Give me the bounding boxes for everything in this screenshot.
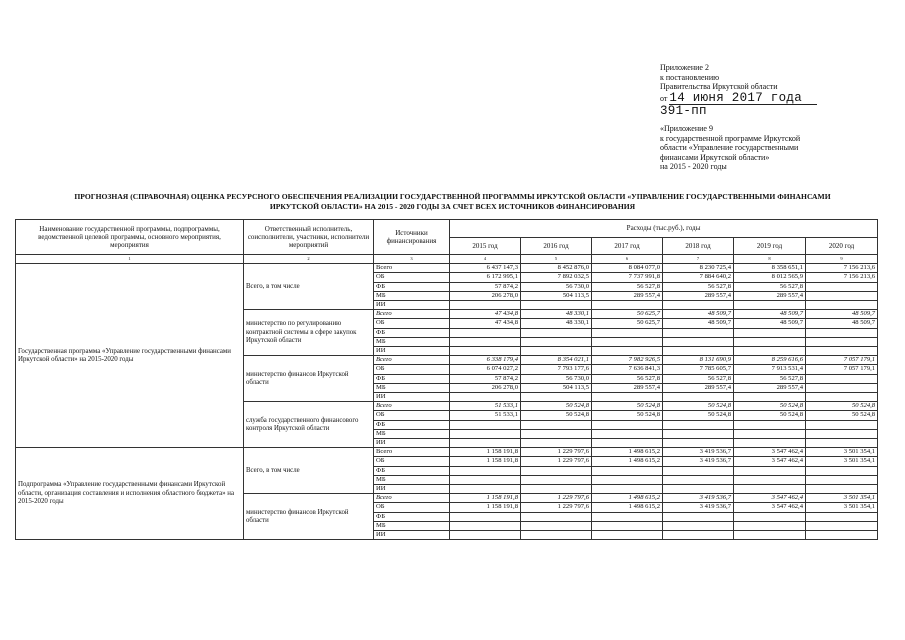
column-index-row	[16, 255, 878, 264]
column-index: 1	[16, 255, 244, 264]
source-cell: ФБ	[374, 374, 450, 383]
source-cell: Всего	[374, 310, 450, 319]
amount-cell: 1 158 191,8	[450, 457, 521, 466]
amount-cell: 3 547 462,4	[734, 457, 806, 466]
amount-cell: 7 982 926,5	[592, 356, 663, 365]
amount-cell	[663, 512, 734, 521]
amount-cell: 7 793 177,6	[521, 365, 592, 374]
amount-cell	[806, 301, 878, 310]
source-cell: ОБ	[374, 273, 450, 282]
source-cell: ОБ	[374, 457, 450, 466]
amount-cell	[734, 393, 806, 402]
amount-cell: 1 229 797,6	[521, 494, 592, 503]
amount-cell	[806, 512, 878, 521]
amount-cell: 48 330,1	[521, 310, 592, 319]
amount-cell	[592, 531, 663, 540]
amount-cell: 8 358 651,1	[734, 264, 806, 273]
government-label: Правительства Иркутской области	[660, 82, 778, 91]
source-cell: МБ	[374, 337, 450, 346]
amount-cell	[734, 512, 806, 521]
amount-cell	[806, 429, 878, 438]
amount-cell	[806, 393, 878, 402]
amount-cell	[663, 347, 734, 356]
amount-cell	[450, 393, 521, 402]
amount-cell: 47 434,8	[450, 310, 521, 319]
amount-cell: 56 527,8	[592, 374, 663, 383]
amount-cell: 3 419 536,7	[663, 503, 734, 512]
amount-cell	[521, 337, 592, 346]
resolution-number: 391-пп	[660, 103, 707, 118]
source-cell: Всего	[374, 448, 450, 457]
column-index: 6	[592, 255, 663, 264]
amount-cell	[592, 466, 663, 475]
year-header: 2015 год	[450, 237, 521, 255]
amount-cell	[663, 466, 734, 475]
amount-cell	[663, 301, 734, 310]
col-header-source: Источники финансирования	[374, 220, 450, 255]
source-cell: ФБ	[374, 420, 450, 429]
amount-cell: 1 229 797,6	[521, 448, 592, 457]
amount-cell: 50 524,8	[663, 411, 734, 420]
financing-table	[15, 219, 878, 540]
amount-cell	[450, 521, 521, 530]
amount-cell: 1 229 797,6	[521, 457, 592, 466]
amount-cell: 50 625,7	[592, 310, 663, 319]
amount-cell	[521, 393, 592, 402]
amount-cell: 48 509,7	[663, 319, 734, 328]
source-cell: МБ	[374, 521, 450, 530]
executor-cell: министерство по регулированию контрактной системы в сфере закупок Иркутской области	[244, 310, 374, 356]
amount-cell: 7 636 841,3	[592, 365, 663, 374]
amount-cell	[663, 475, 734, 484]
amount-cell: 6 437 147,3	[450, 264, 521, 273]
table-row	[16, 264, 878, 273]
amount-cell	[592, 512, 663, 521]
amount-cell	[450, 475, 521, 484]
amount-cell: 3 419 536,7	[663, 494, 734, 503]
source-cell: ИИ	[374, 393, 450, 402]
amount-cell	[521, 328, 592, 337]
amount-cell: 3 501 354,1	[806, 457, 878, 466]
column-index: 4	[450, 255, 521, 264]
amount-cell	[663, 328, 734, 337]
amount-cell	[734, 466, 806, 475]
amount-cell	[806, 374, 878, 383]
amount-cell: 51 533,1	[450, 402, 521, 411]
year-header: 2019 год	[734, 237, 806, 255]
program-name-cell: Подпрограмма «Управление государственными финансами Иркутской области, организация составления и исполнения областного бюджета» на 2015-2020 годы	[16, 448, 244, 540]
amount-cell: 1 158 191,8	[450, 503, 521, 512]
amount-cell	[806, 347, 878, 356]
amount-cell	[521, 466, 592, 475]
source-cell: МБ	[374, 291, 450, 300]
amount-cell: 56 730,0	[521, 374, 592, 383]
amount-cell: 3 501 354,1	[806, 503, 878, 512]
amount-cell	[592, 439, 663, 448]
amount-cell: 48 509,7	[734, 319, 806, 328]
amount-cell	[450, 531, 521, 540]
amount-cell	[592, 337, 663, 346]
amount-cell	[806, 521, 878, 530]
amount-cell: 289 557,4	[663, 291, 734, 300]
amount-cell: 50 625,7	[592, 319, 663, 328]
amount-cell: 7 057 179,1	[806, 356, 878, 365]
amount-cell	[450, 328, 521, 337]
amount-cell	[806, 420, 878, 429]
amount-cell	[521, 521, 592, 530]
amount-cell: 56 730,0	[521, 282, 592, 291]
amount-cell	[592, 485, 663, 494]
amount-cell: 3 501 354,1	[806, 494, 878, 503]
source-cell: ФБ	[374, 512, 450, 521]
amount-cell: 206 278,0	[450, 383, 521, 392]
source-cell: Всего	[374, 494, 450, 503]
amount-cell	[521, 429, 592, 438]
appendix-label: Приложение 2	[660, 63, 709, 72]
amount-cell: 7 892 032,5	[521, 273, 592, 282]
amount-cell	[450, 337, 521, 346]
amount-cell: 7 884 640,2	[663, 273, 734, 282]
amount-cell: 3 547 462,4	[734, 494, 806, 503]
appendix-line-1: «Приложение 9	[660, 124, 713, 133]
source-cell: ФБ	[374, 282, 450, 291]
amount-cell	[734, 328, 806, 337]
amount-cell: 50 524,8	[806, 411, 878, 420]
amount-cell: 206 278,0	[450, 291, 521, 300]
source-cell: ИИ	[374, 347, 450, 356]
amount-cell: 3 501 354,1	[806, 448, 878, 457]
amount-cell	[592, 420, 663, 429]
amount-cell	[450, 466, 521, 475]
amount-cell: 1 498 615,2	[592, 448, 663, 457]
amount-cell	[663, 439, 734, 448]
amount-cell: 3 547 462,4	[734, 448, 806, 457]
from-prefix: от	[660, 93, 668, 103]
resolution-header	[660, 63, 860, 117]
amount-cell	[521, 347, 592, 356]
amount-cell	[806, 291, 878, 300]
program-name-cell: Государственная программа «Управление государственными финансами Иркутской области» на 2015-2020 годы	[16, 264, 244, 448]
source-cell: ОБ	[374, 503, 450, 512]
amount-cell: 289 557,4	[592, 383, 663, 392]
amount-cell: 289 557,4	[592, 291, 663, 300]
amount-cell	[734, 475, 806, 484]
amount-cell: 8 131 690,9	[663, 356, 734, 365]
amount-cell	[521, 512, 592, 521]
executor-cell: министерство финансов Иркутской области	[244, 494, 374, 540]
amount-cell	[450, 485, 521, 494]
source-cell: Всего	[374, 356, 450, 365]
amount-cell: 50 524,8	[663, 402, 734, 411]
title-line-1: ПРОГНОЗНАЯ (СПРАВОЧНАЯ) ОЦЕНКА РЕСУРСНОГО ОБЕСПЕЧЕНИЯ РЕАЛИЗАЦИИ ГОСУДАРСТВЕННОЙ ПРОГРАММЫ ИРКУТСКОЙ ОБЛАСТИ «УПРАВЛЕНИЕ ГОСУДАРСТВЕННЫМИ ФИНАНСАМИ	[74, 192, 831, 201]
title-line-2: ИРКУТСКОЙ ОБЛАСТИ» НА 2015 - 2020 ГОДЫ ЗА СЧЕТ ВСЕХ ИСТОЧНИКОВ ФИНАНСИРОВАНИЯ	[269, 202, 636, 211]
amount-cell	[734, 429, 806, 438]
appendix-line-3: области «Управление государственными	[660, 143, 799, 152]
amount-cell: 50 524,8	[734, 411, 806, 420]
amount-cell: 56 527,8	[734, 282, 806, 291]
amount-cell	[521, 475, 592, 484]
amount-cell	[734, 485, 806, 494]
year-header: 2018 год	[663, 237, 734, 255]
amount-cell	[521, 420, 592, 429]
amount-cell: 50 524,8	[592, 402, 663, 411]
executor-cell: Всего, в том числе	[244, 264, 374, 310]
amount-cell	[663, 393, 734, 402]
amount-cell	[806, 485, 878, 494]
amount-cell: 8 259 616,6	[734, 356, 806, 365]
appendix-line-5: на 2015 - 2020 годы	[660, 162, 727, 171]
amount-cell	[663, 429, 734, 438]
amount-cell	[806, 439, 878, 448]
amount-cell	[521, 301, 592, 310]
amount-cell: 3 547 462,4	[734, 503, 806, 512]
amount-cell: 50 524,8	[521, 402, 592, 411]
amount-cell: 56 527,8	[663, 374, 734, 383]
resolution-date-line	[660, 92, 860, 105]
amount-cell: 504 113,5	[521, 383, 592, 392]
amount-cell: 8 230 725,4	[663, 264, 734, 273]
amount-cell: 48 509,7	[663, 310, 734, 319]
amount-cell: 8 012 565,9	[734, 273, 806, 282]
amount-cell	[663, 531, 734, 540]
amount-cell	[521, 531, 592, 540]
amount-cell: 57 874,2	[450, 282, 521, 291]
amount-cell	[450, 512, 521, 521]
amount-cell: 1 158 191,8	[450, 448, 521, 457]
amount-cell	[450, 439, 521, 448]
appendix-header	[660, 124, 890, 172]
source-cell: ИИ	[374, 485, 450, 494]
executor-cell: Всего, в том числе	[244, 448, 374, 494]
amount-cell: 50 524,8	[806, 402, 878, 411]
amount-cell: 7 913 531,4	[734, 365, 806, 374]
amount-cell: 3 419 536,7	[663, 457, 734, 466]
source-cell: ИИ	[374, 439, 450, 448]
amount-cell: 8 084 077,0	[592, 264, 663, 273]
amount-cell	[592, 393, 663, 402]
source-cell: ФБ	[374, 466, 450, 475]
amount-cell: 289 557,4	[734, 291, 806, 300]
amount-cell: 1 498 615,2	[592, 494, 663, 503]
amount-cell: 50 524,8	[521, 411, 592, 420]
amount-cell	[592, 301, 663, 310]
source-cell: Всего	[374, 402, 450, 411]
table-body	[16, 264, 878, 540]
amount-cell	[734, 439, 806, 448]
column-index: 9	[806, 255, 878, 264]
to-resolution-label: к постановлению	[660, 72, 720, 82]
year-header: 2017 год	[592, 237, 663, 255]
amount-cell	[806, 383, 878, 392]
amount-cell	[663, 337, 734, 346]
col-header-name: Наименование государственной программы, подпрограммы, ведомственной целевой программы, основного мероприятия, мероприятия	[16, 220, 244, 255]
amount-cell	[734, 531, 806, 540]
col-header-executor: Ответственный исполнитель, соисполнители, участники, исполнители мероприятий	[244, 220, 374, 255]
amount-cell: 57 874,2	[450, 374, 521, 383]
amount-cell: 48 509,7	[806, 310, 878, 319]
amount-cell: 8 354 021,1	[521, 356, 592, 365]
source-cell: ФБ	[374, 328, 450, 337]
executor-cell: служба государственного финансового контроля Иркутской области	[244, 402, 374, 448]
amount-cell	[450, 420, 521, 429]
amount-cell	[450, 429, 521, 438]
amount-cell: 48 330,1	[521, 319, 592, 328]
executor-cell: министерство финансов Иркутской области	[244, 356, 374, 402]
source-cell: Всего	[374, 264, 450, 273]
amount-cell: 8 452 876,0	[521, 264, 592, 273]
amount-cell: 1 229 797,6	[521, 503, 592, 512]
amount-cell	[734, 301, 806, 310]
amount-cell: 7 737 991,8	[592, 273, 663, 282]
amount-cell	[663, 420, 734, 429]
source-cell: ИИ	[374, 531, 450, 540]
amount-cell	[734, 337, 806, 346]
amount-cell	[806, 337, 878, 346]
source-cell: МБ	[374, 475, 450, 484]
source-cell: МБ	[374, 383, 450, 392]
amount-cell: 51 533,1	[450, 411, 521, 420]
table-row	[16, 448, 878, 457]
amount-cell	[806, 282, 878, 291]
amount-cell: 289 557,4	[734, 383, 806, 392]
amount-cell: 56 527,8	[592, 282, 663, 291]
amount-cell	[806, 466, 878, 475]
amount-cell	[806, 475, 878, 484]
amount-cell: 504 113,5	[521, 291, 592, 300]
appendix-line-2: к государственной программе Иркутской	[660, 133, 801, 143]
column-index: 7	[663, 255, 734, 264]
amount-cell: 1 498 615,2	[592, 503, 663, 512]
amount-cell: 48 509,7	[806, 319, 878, 328]
amount-cell	[521, 439, 592, 448]
amount-cell	[663, 521, 734, 530]
amount-cell: 50 524,8	[592, 411, 663, 420]
amount-cell: 7 156 213,6	[806, 273, 878, 282]
source-cell: ОБ	[374, 365, 450, 374]
year-header: 2020 год	[806, 237, 878, 255]
column-index: 3	[374, 255, 450, 264]
amount-cell: 56 527,8	[663, 282, 734, 291]
amount-cell: 47 434,8	[450, 319, 521, 328]
source-cell: МБ	[374, 429, 450, 438]
amount-cell: 50 524,8	[734, 402, 806, 411]
col-header-expenses: Расходы (тыс.руб.), годы	[450, 220, 878, 238]
column-index: 2	[244, 255, 374, 264]
amount-cell	[592, 475, 663, 484]
amount-cell	[806, 328, 878, 337]
amount-cell: 6 172 995,1	[450, 273, 521, 282]
source-cell: ОБ	[374, 411, 450, 420]
amount-cell: 289 557,4	[663, 383, 734, 392]
amount-cell	[521, 485, 592, 494]
amount-cell	[592, 347, 663, 356]
column-index: 5	[521, 255, 592, 264]
resolution-date: 14 июня 2017 года	[669, 92, 817, 105]
document-title	[15, 192, 890, 212]
amount-cell	[806, 531, 878, 540]
amount-cell: 6 074 027,2	[450, 365, 521, 374]
amount-cell	[734, 347, 806, 356]
amount-cell	[592, 429, 663, 438]
amount-cell: 7 057 179,1	[806, 365, 878, 374]
source-cell: ОБ	[374, 319, 450, 328]
year-header: 2016 год	[521, 237, 592, 255]
amount-cell	[734, 521, 806, 530]
amount-cell	[663, 485, 734, 494]
amount-cell	[592, 328, 663, 337]
amount-cell	[450, 301, 521, 310]
amount-cell	[592, 521, 663, 530]
amount-cell: 48 509,7	[734, 310, 806, 319]
amount-cell: 6 338 179,4	[450, 356, 521, 365]
amount-cell: 56 527,8	[734, 374, 806, 383]
column-index: 8	[734, 255, 806, 264]
source-cell: ИИ	[374, 301, 450, 310]
amount-cell: 7 785 605,7	[663, 365, 734, 374]
amount-cell: 1 498 615,2	[592, 457, 663, 466]
amount-cell: 7 156 213,6	[806, 264, 878, 273]
amount-cell: 1 158 191,8	[450, 494, 521, 503]
amount-cell	[450, 347, 521, 356]
amount-cell: 3 419 536,7	[663, 448, 734, 457]
appendix-line-4: финансами Иркутской области»	[660, 152, 770, 162]
amount-cell	[734, 420, 806, 429]
